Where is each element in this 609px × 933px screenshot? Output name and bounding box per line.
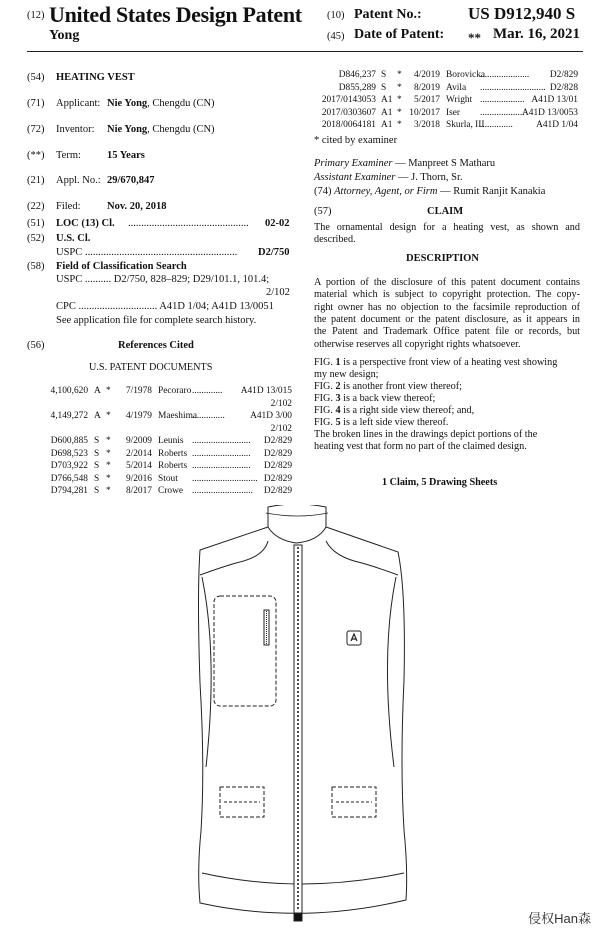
code-21: (21) (27, 175, 45, 186)
reference-date: 7/1978 (125, 386, 152, 396)
fig5-text: is a left side view thereof. (340, 417, 449, 428)
reference-name: Pecoraro (158, 386, 192, 396)
appl-no-value: 29/670,847 (107, 175, 155, 186)
filed-value: Nov. 20, 2018 (107, 201, 167, 212)
claim-line-2: described. (314, 234, 356, 245)
reference-class: D2/829 (263, 461, 292, 471)
reference-dots: ......................... (192, 461, 251, 471)
applicant-location: , Chengdu (CN) (147, 98, 215, 109)
inventor-label: Inventor: (56, 124, 95, 135)
reference-date: 4/1979 (125, 411, 152, 421)
uspc-label: USPC (56, 247, 83, 258)
uspc-dots: .......................................................... (85, 247, 238, 258)
reference-date: 9/2009 (125, 436, 152, 446)
reference-name: Leunis (158, 436, 184, 446)
applicant-value (107, 98, 215, 109)
code-72: (72) (27, 124, 45, 135)
applicant-label: Applicant: (56, 98, 101, 109)
primary-examiner-value: — Manpreet S Matharu (392, 158, 496, 169)
code-10: (10) (327, 10, 345, 21)
hem-line (202, 873, 404, 884)
reference-number: D846,237 (338, 70, 376, 80)
reference-kind: S (94, 486, 100, 496)
reference-number: 2017/0143053 (321, 95, 376, 105)
document-title: United States Design Patent (49, 2, 302, 27)
reference-class: D2/829 (263, 448, 292, 459)
zipper-stop (294, 913, 302, 921)
reference-class: A41D 13/0053 (522, 107, 578, 118)
description-line: the Patent and Trademark Office patent file or records, but (314, 326, 580, 338)
reference-name: Stout (158, 473, 178, 484)
field-search-uspc-cont: 2/102 (266, 287, 290, 298)
reference-name: Maeshima (158, 411, 198, 421)
fig4-text: is a right side view thereof; and, (340, 405, 475, 416)
attorney (314, 186, 545, 197)
loc-class-label: LOC (13) Cl. (56, 218, 115, 229)
reference-date: 8/2019 (413, 82, 440, 93)
reference-name: Avila (446, 82, 467, 93)
reference-number: D855,289 (338, 82, 376, 93)
fig4-number: 4 (335, 405, 341, 416)
reference-dots: ............. (192, 386, 223, 396)
assistant-examiner-label: Assistant Examiner (314, 172, 396, 183)
date-mark: ** (468, 30, 481, 45)
left-armhole (202, 577, 211, 767)
reference-dots: .............. (192, 411, 225, 421)
right-shoulder-seam (326, 541, 398, 575)
fig5-number: 5 (335, 417, 341, 428)
reference-dots: .............. (480, 120, 513, 130)
code-58: (58) (27, 261, 45, 272)
loc-class-value: 02-02 (265, 218, 290, 229)
fig2-line (314, 381, 462, 393)
fig2-prefix: FIG. (314, 381, 336, 392)
fig5-prefix: FIG. (314, 417, 336, 428)
reference-date: 2/2014 (125, 448, 152, 459)
fig3-line (314, 393, 435, 405)
claim-heading: CLAIM (427, 206, 464, 217)
references-cited-label: References Cited (118, 340, 194, 351)
reference-star: * (397, 107, 402, 118)
fig4-prefix: FIG. (314, 405, 336, 416)
reference-class: D2/829 (549, 70, 578, 80)
claim-line-1: The ornamental design for a heating vest, as shown and (314, 222, 580, 233)
title-field: HEATING VEST (56, 72, 135, 83)
us-class-label: U.S. Cl. (56, 233, 91, 244)
reference-class: D2/829 (263, 473, 292, 484)
reference-name: Roberts (158, 448, 188, 459)
reference-class-cont: 2/102 (270, 423, 292, 434)
reference-kind: S (381, 70, 387, 80)
reference-number: D766,548 (50, 473, 88, 484)
reference-name: Wright (446, 95, 473, 105)
code-22: (22) (27, 201, 45, 212)
reference-class: A41D 13/015 (240, 386, 292, 396)
description-heading: DESCRIPTION (406, 253, 479, 264)
code-52: (52) (27, 233, 45, 244)
description-line: right owner has no objection to the facsimile reproduction of (314, 301, 580, 313)
reference-date: 10/2017 (409, 107, 440, 118)
code-57: (57) (314, 206, 332, 217)
reference-number: 4,100,620 (50, 386, 88, 396)
vest-drawing (180, 505, 430, 925)
reference-date: 3/2018 (413, 120, 440, 130)
reference-name: Iser (446, 107, 461, 118)
term-value: 15 Years (107, 150, 145, 161)
field-search-uspc: USPC .......... D2/750, 828–829; D29/101.1, 101.4; (56, 274, 270, 285)
reference-star: * (106, 411, 111, 421)
description-line: the patent document or the patent disclosure, as it appears in (314, 313, 580, 325)
fig3-number: 3 (335, 393, 341, 404)
code-12: (12) (27, 10, 45, 21)
description-line: A portion of the disclosure of this patent document contains (314, 277, 580, 288)
claims-sheets: 1 Claim, 5 Drawing Sheets (382, 477, 498, 488)
reference-dots: ......................... (192, 448, 251, 459)
reference-kind: A (94, 411, 101, 421)
reference-number: D794,281 (50, 486, 88, 496)
reference-star: * (106, 436, 111, 446)
field-search-cpc: CPC .............................. A41D 1/04; A41D 13/0051 (56, 301, 274, 312)
collar-top (266, 513, 328, 516)
fig1-line-2: my new design; (314, 369, 379, 380)
collar-line (268, 527, 326, 543)
fig1-text: is a perspective front view of a heating vest showing (340, 357, 558, 368)
code-term: (**) (27, 150, 45, 161)
reference-name: Crowe (158, 486, 183, 496)
reference-kind: A1 (381, 107, 393, 118)
reference-kind: S (94, 448, 100, 459)
code-45: (45) (327, 31, 345, 42)
reference-star: * (397, 70, 402, 80)
reference-star: * (106, 473, 111, 484)
inventor-value (107, 124, 215, 135)
reference-star: * (106, 386, 111, 396)
reference-star: * (397, 95, 402, 105)
patent-number: US D912,940 S (468, 4, 576, 23)
reference-date: 4/2019 (413, 70, 440, 80)
vest-outline (199, 505, 407, 913)
filed-label: Filed: (56, 201, 81, 212)
reference-star: * (106, 448, 111, 459)
reference-name: Skurla, III (446, 120, 485, 130)
reference-dots: ......................... (192, 436, 251, 446)
reference-class: A41D 13/01 (531, 95, 578, 105)
code-51: (51) (27, 218, 45, 229)
reference-dots: .......................... (192, 486, 253, 496)
reference-dots: ............................ (480, 82, 546, 93)
reference-name: Borovicka (446, 70, 486, 80)
loc-class-dots: .............................................. (128, 218, 249, 229)
code-74: (74) (314, 186, 332, 197)
fig3-prefix: FIG. (314, 393, 336, 404)
right-armhole (387, 577, 396, 767)
reference-date: 8/2017 (125, 486, 152, 496)
reference-number: 2017/0303607 (321, 107, 376, 118)
fig5-line (314, 417, 448, 429)
reference-date: 5/2017 (413, 95, 440, 105)
reference-number: 4,149,272 (50, 411, 88, 421)
inventor-name: Nie Yong (107, 124, 148, 135)
cited-by-examiner: * cited by examiner (314, 135, 398, 146)
date-label: Date of Patent: (354, 27, 445, 42)
fig4-line (314, 405, 474, 417)
reference-star: * (106, 461, 111, 471)
us-patent-documents-heading: U.S. PATENT DOCUMENTS (89, 362, 213, 373)
patent-no-label: Patent No.: (354, 7, 422, 22)
fig1-prefix: FIG. (314, 357, 336, 368)
assistant-examiner-value: — J. Thorn, Sr. (395, 172, 463, 183)
reference-number: D703,922 (50, 461, 88, 471)
fig2-text: is another front view thereof; (340, 381, 462, 392)
watermark: 侵权Han森 (528, 911, 591, 926)
reference-number: D600,885 (50, 436, 88, 446)
description-line: otherwise reserves all copyright rights whatsoever. (314, 338, 521, 350)
code-54: (54) (27, 72, 45, 83)
reference-star: * (397, 82, 402, 93)
reference-class: D2/828 (549, 82, 578, 93)
uspc-value: D2/750 (258, 247, 290, 258)
primary-examiner-label: Primary Examiner (314, 158, 393, 169)
inventor-location: , Chengdu (CN) (147, 124, 215, 135)
broken-lines-line-2: heating vest that form no part of the claimed design. (314, 441, 527, 452)
inventor-short-name: Yong (49, 28, 80, 43)
reference-kind: S (94, 473, 100, 484)
description-line: material which is subject to copyright protection. The copy- (314, 289, 580, 301)
reference-kind: A1 (381, 120, 393, 130)
reference-star: * (397, 120, 402, 130)
fig1-number: 1 (335, 357, 341, 368)
attorney-value: — Rumit Ranjit Kanakia (437, 186, 546, 197)
fig1-line-1 (314, 357, 557, 369)
reference-kind: A1 (381, 95, 393, 105)
reference-dots: ..................... (480, 70, 530, 80)
reference-date: 9/2016 (125, 473, 152, 484)
reference-number: D698,523 (50, 448, 88, 459)
fig2-number: 2 (335, 381, 341, 392)
assistant-examiner (314, 172, 463, 183)
patent-date: Mar. 16, 2021 (493, 26, 580, 42)
primary-examiner (314, 158, 495, 169)
reference-kind: S (94, 436, 100, 446)
reference-kind: S (381, 82, 387, 93)
reference-class: D2/829 (263, 486, 292, 496)
reference-number: 2018/0064181 (321, 120, 376, 130)
reference-class-cont: 2/102 (270, 398, 292, 409)
code-71: (71) (27, 98, 45, 109)
appl-no-label: Appl. No.: (56, 175, 101, 186)
reference-date: 5/2014 (125, 461, 152, 471)
reference-class: D2/829 (263, 436, 292, 446)
reference-dots: ................... (480, 95, 525, 105)
reference-dots: ................... (480, 107, 525, 118)
reference-class: A41D 1/04 (536, 120, 578, 130)
reference-dots: ............................ (192, 473, 258, 484)
term-label: Term: (56, 150, 81, 161)
header-rule (27, 51, 583, 52)
reference-name: Roberts (158, 461, 188, 471)
reference-star: * (106, 486, 111, 496)
reference-class: A41D 3/00 (250, 411, 292, 421)
reference-kind: A (94, 386, 101, 396)
attorney-label: Attorney, Agent, or Firm (334, 186, 438, 197)
broken-lines-line-1: The broken lines in the drawings depict portions of the (314, 429, 538, 440)
fig3-text: is a back view thereof; (340, 393, 436, 404)
field-search-label: Field of Classification Search (56, 261, 187, 272)
applicant-name: Nie Yong (107, 98, 148, 109)
field-search-note: See application file for complete search history. (56, 315, 257, 326)
code-56: (56) (27, 340, 45, 351)
reference-kind: S (94, 461, 100, 471)
